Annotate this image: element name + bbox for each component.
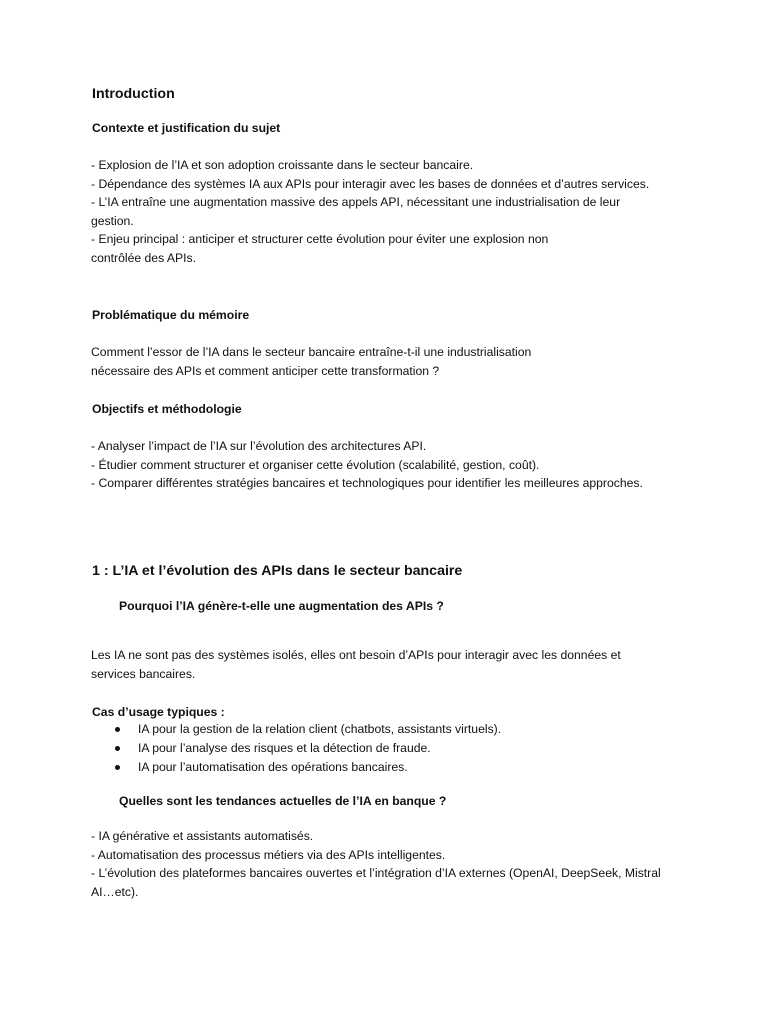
objective-item: - Analyser l’impact de l’IA sur l’évolution des architectures API. bbox=[91, 439, 427, 453]
q1-text: Les IA ne sont pas des systèmes isolés, elles ont besoin d’APIs pour interagir avec les données et services bancaires. bbox=[91, 648, 621, 681]
trend-item: - Automatisation des processus métiers via des APIs intelligentes. bbox=[91, 847, 446, 862]
context-item: - Dépendance des systèmes IA aux APIs pour interagir avec les bases de données et d’autres services. bbox=[91, 176, 650, 191]
context-item: - L’IA entraîne une augmentation massive des appels API, nécessitant une industrialisation de leur gestion. bbox=[91, 195, 621, 228]
context-heading: Contexte et justification du sujet bbox=[92, 121, 281, 135]
objective-item: - Comparer différentes stratégies bancaires et technologiques pour identifier les meilleures approches. bbox=[91, 476, 643, 490]
problem-paragraph bbox=[91, 343, 661, 380]
context-list bbox=[91, 156, 661, 267]
list-item bbox=[110, 758, 501, 777]
list-item bbox=[110, 720, 501, 739]
trend-item: - L’évolution des plateformes bancaires ouvertes et l’intégration d’IA externes (OpenAI, DeepSeek, Mistral AI…etc). bbox=[91, 866, 661, 899]
context-item: - Enjeu principal : anticiper et structurer cette évolution pour éviter une explosion non bbox=[91, 232, 549, 246]
use-cases-list bbox=[110, 720, 501, 777]
objectives-list bbox=[91, 437, 661, 493]
trends-list bbox=[91, 827, 666, 901]
objective-item: - Étudier comment structurer et organiser cette évolution (scalabilité, gestion, coût). bbox=[91, 457, 540, 472]
context-item: - Explosion de l’IA et son adoption croissante dans le secteur bancaire. bbox=[91, 158, 474, 172]
q1-heading: Pourquoi l’IA génère-t-elle une augmentation des APIs ? bbox=[119, 599, 444, 613]
problem-line: Comment l’essor de l’IA dans le secteur bancaire entraîne-t-il une industrialisation bbox=[91, 345, 532, 359]
use-case-text: IA pour l’analyse des risques et la détection de fraude. bbox=[138, 741, 431, 755]
context-item: contrôlée des APIs. bbox=[91, 250, 197, 265]
bullet-icon bbox=[115, 746, 120, 751]
section1-title: 1 : L’IA et l’évolution des APIs dans le secteur bancaire bbox=[92, 563, 463, 579]
use-case-text: IA pour l’automatisation des opérations bancaires. bbox=[138, 760, 408, 774]
q2-heading: Quelles sont les tendances actuelles de l’IA en banque ? bbox=[119, 794, 447, 808]
bullet-icon bbox=[115, 727, 120, 732]
q1-paragraph bbox=[91, 646, 661, 683]
trend-item: - IA générative et assistants automatisés. bbox=[91, 829, 314, 843]
list-item bbox=[110, 739, 501, 758]
use-case-text: IA pour la gestion de la relation client (chatbots, assistants virtuels). bbox=[138, 722, 502, 736]
bullet-icon bbox=[115, 765, 120, 770]
problem-line: nécessaire des APIs et comment anticiper cette transformation ? bbox=[91, 363, 440, 378]
intro-title: Introduction bbox=[92, 86, 175, 102]
problem-heading: Problématique du mémoire bbox=[92, 308, 250, 322]
use-cases-heading: Cas d’usage typiques : bbox=[92, 705, 225, 719]
objectives-heading: Objectifs et méthodologie bbox=[92, 402, 242, 416]
